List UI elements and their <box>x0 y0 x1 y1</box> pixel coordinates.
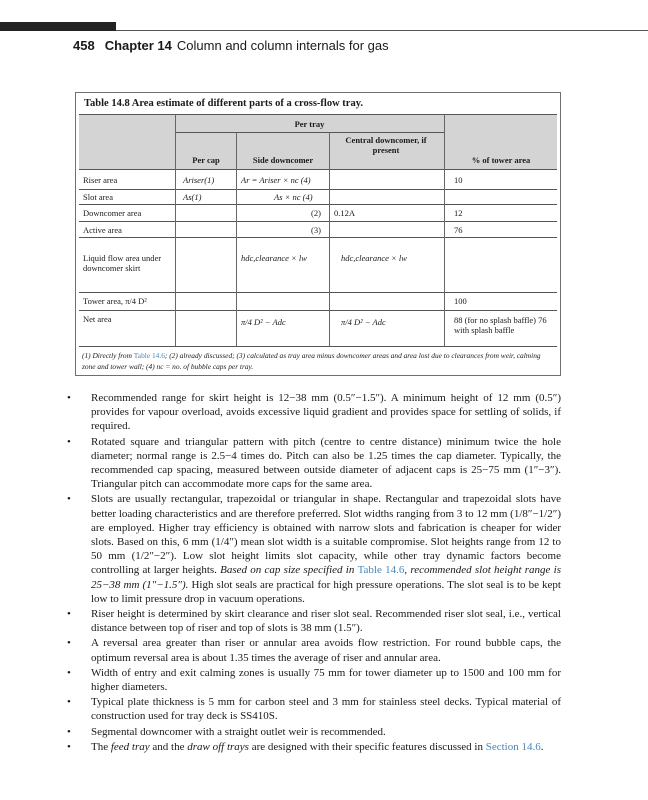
per-tray-header: Per tray <box>294 119 325 129</box>
list-item: • Segmental downcomer with a straight outlet weir is recommended. <box>63 725 561 739</box>
footnote-text: (1) Directly from <box>82 351 134 360</box>
cell-side: As × nc (4) <box>274 192 313 202</box>
chapter-label: Chapter 14 <box>104 38 172 53</box>
rule <box>175 132 444 133</box>
cell-per-cap: As(1) <box>183 192 202 202</box>
rule <box>79 221 557 222</box>
list-item-text: Slots are usually rectangular, trapezoidal or triangular in shape. Rectangular and trapezoidal slots have better loading characteristics and are therefore preferred. Slot widths ranging from 3 to 12 mm (1/8″−1/2″) are employed. Higher tray efficiency is obtained with narrow slots and fabrication is cheaper for wider slots. Based on this, 6 mm (1/4″) mean slot width is a suitable compromise. Slot heights range from 12 to 50 mm (1/2″−2″). Low slot height limits slot capacity, while other tray dynamic factors become controlling at larger heights. <box>91 493 561 577</box>
list-item-text: feed tray <box>110 740 150 753</box>
table-caption: Table 14.8 Area estimate of different parts of a cross-flow tray. <box>84 98 363 109</box>
row-label: Liquid flow area under downcomer skirt <box>83 253 162 273</box>
rule <box>79 169 557 170</box>
cell-percent: 76 <box>454 225 463 235</box>
per-cap-header: Per cap <box>192 155 220 165</box>
cell-side: hdc,clearance × lw <box>241 253 307 263</box>
rule <box>79 292 557 293</box>
row-label: Riser area <box>83 175 118 185</box>
cell-side: (3) <box>311 225 321 235</box>
header-rule <box>116 30 648 31</box>
cell-central: hdc,clearance × lw <box>341 253 407 263</box>
footnote-text: ; (2) already discussed; (3) calculated as tray area minus downcomer areas and area lost due to clearances from weir, calming zone and tower wall; (4) nc = no. of bubble caps per tray. <box>82 351 541 371</box>
cell-side: π/4 D² − Adc <box>241 317 286 327</box>
rule <box>79 189 557 190</box>
header-bar <box>0 22 116 31</box>
rule <box>79 204 557 205</box>
col-rule <box>175 114 176 346</box>
list-item: • Width of entry and exit calming zones is usually 75 mm for tower diameter up to 1500 and 100 mm for higher diameters. <box>63 666 561 694</box>
col-rule <box>329 132 330 346</box>
cell-per-cap: Ariser(1) <box>183 175 215 185</box>
running-header <box>73 38 389 53</box>
bullet-list <box>63 391 561 755</box>
list-item-text: The <box>91 740 111 753</box>
list-item-text: High slot seals are practical for high pressure operations. The slot seal is to be kept low to limit pressure drop in vacuum operations. <box>91 578 561 605</box>
cell-central: 0.12A <box>334 208 356 218</box>
list-item-text: draw off trays <box>187 740 249 753</box>
list-item-text: and the <box>149 740 188 753</box>
central-downcomer-header: Central downcomer, if present <box>345 135 427 155</box>
page-number: 458 <box>73 38 95 53</box>
row-label: Active area <box>83 225 122 235</box>
cell-percent: 10 <box>454 175 463 185</box>
list-item <box>63 492 561 606</box>
cell-percent: 12 <box>454 208 463 218</box>
rule <box>79 114 557 115</box>
list-item: • Recommended range for skirt height is 12−38 mm (0.5″−1.5″). A minimum height of 12 mm (0.5″) provides for vapour overload, avoids excessive liquid gradient and provides space for settling of solids, if required. <box>63 391 561 434</box>
row-label: Tower area, π/4 D² <box>83 296 147 306</box>
list-item: • A reversal area greater than riser or annular area avoids flow restriction. For round bubble caps, the optimum reversal area is about 1.35 times the average of riser and annular area. <box>63 636 561 664</box>
list-item-text: Based on cap size specified in <box>220 564 358 577</box>
list-item: • Typical plate thickness is 5 mm for carbon steel and 3 mm for stainless steel decks. Typical material of construction used for tray deck is SS410S. <box>63 695 561 723</box>
chapter-title: Column and column internals for gas <box>176 38 389 53</box>
row-label: Downcomer area <box>83 208 142 218</box>
list-item: • Riser height is determined by skirt clearance and riser slot seal. Recommended riser slot seal, i.e., vertical distance between top of riser and top of slots is 38 mm (1.5″). <box>63 607 561 635</box>
rule <box>79 346 557 347</box>
cell-side: Ar = Ariser × nc (4) <box>241 175 311 185</box>
table-14-6-link[interactable]: Table 14.6 <box>133 351 165 360</box>
cell-side: (2) <box>311 208 321 218</box>
cell-percent: 88 (for no splash baffle) 76 with splash baffle <box>454 315 547 335</box>
section-14-6-link[interactable]: Section 14.6 <box>485 740 541 753</box>
table-14-6-link[interactable]: Table 14.6 <box>357 564 405 577</box>
percent-tower-area-header: % of tower area <box>471 155 531 165</box>
rule <box>79 310 557 311</box>
cell-central: π/4 D² − Adc <box>341 317 386 327</box>
table-14-8 <box>75 92 561 376</box>
cell-percent: 100 <box>454 296 467 306</box>
table-footnote <box>82 351 554 372</box>
list-item-text: are designed with their specific features discussed in <box>248 740 486 753</box>
list-item-text: . <box>540 740 544 753</box>
col-rule <box>444 114 445 346</box>
rule <box>79 237 557 238</box>
side-downcomer-header: Side downcomer <box>252 155 314 165</box>
list-item: • Rotated square and triangular pattern with pitch (centre to centre distance) minimum twice the hole diameter; normal range is 2.5−4 times do. Pitch can also be 1.25 times the cap diameter. Typically, the recommended cap spacing, measured between outside diameter of adjacent caps is 25−75 mm (1″−3″). Triangular pitch can accommodate more caps for the same area. <box>63 435 561 492</box>
row-label: Net area <box>83 314 112 324</box>
list-item <box>63 740 561 754</box>
list-item-text: , recommended slot height range is 25−38 mm (1″−1.5″). <box>91 564 561 591</box>
row-label: Slot area <box>83 192 113 202</box>
